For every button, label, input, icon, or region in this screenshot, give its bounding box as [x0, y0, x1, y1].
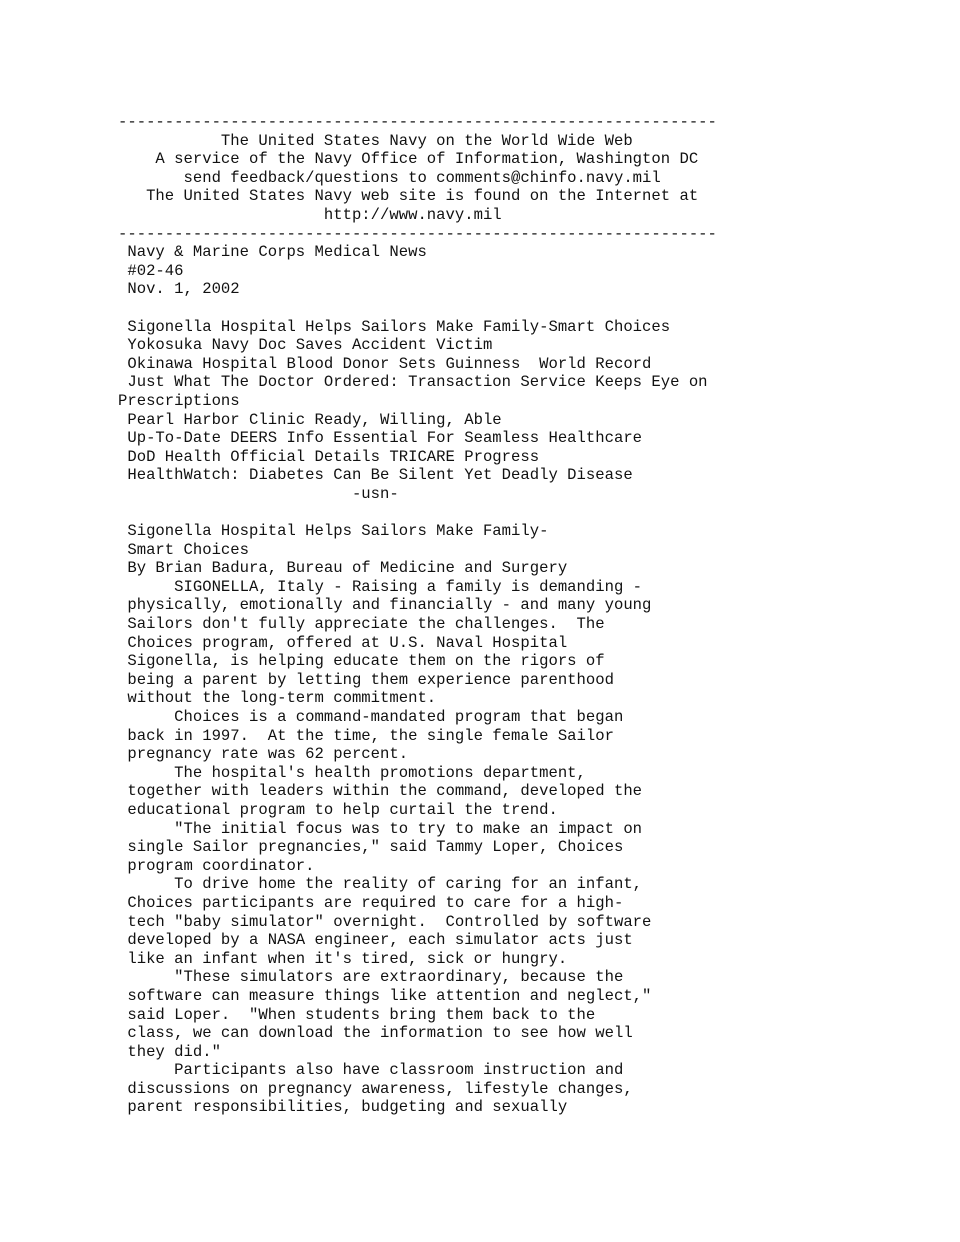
body-line: software can measure things like attention and neglect,"	[118, 986, 652, 1005]
document-page	[118, 113, 908, 1117]
blank-line	[118, 299, 908, 318]
body-line: educational program to help curtail the trend.	[118, 800, 558, 819]
body-line: like an infant when it's tired, sick or hungry.	[118, 949, 568, 968]
article-byline: By Brian Badura, Bureau of Medicine and Surgery	[118, 559, 568, 578]
body-line: back in 1997. At the time, the single female Sailor	[118, 726, 614, 745]
body-line: Sailors don't fully appreciate the challenges. The	[118, 615, 605, 634]
header-line-4: The United States Navy web site is found on the Internet at	[118, 187, 699, 206]
header-line-3: send feedback/questions to comments@chinfo.navy.mil	[118, 168, 661, 187]
toc-item: DoD Health Official Details TRICARE Progress	[118, 447, 540, 466]
body-line: Participants also have classroom instruction and	[118, 1061, 624, 1080]
issue-number: #02-46	[118, 261, 184, 280]
toc-end-marker: -usn-	[118, 484, 399, 503]
body-line: discussions on pregnancy awareness, lifestyle changes,	[118, 1079, 633, 1098]
body-line: "The initial focus was to try to make an impact on	[118, 819, 643, 838]
body-line: pregnancy rate was 62 percent.	[118, 745, 409, 764]
body-line: program coordinator.	[118, 856, 315, 875]
header-url: http://www.navy.mil	[118, 205, 502, 224]
article-title-line-1: Sigonella Hospital Helps Sailors Make Family-	[118, 522, 549, 541]
body-line: Choices participants are required to care for a high-	[118, 893, 624, 912]
body-line: being a parent by letting them experience parenthood	[118, 670, 614, 689]
body-line: tech "baby simulator" overnight. Controlled by software	[118, 912, 652, 931]
toc-item: Pearl Harbor Clinic Ready, Willing, Able	[118, 410, 502, 429]
toc-item-continued: Prescriptions	[118, 391, 240, 410]
body-line: To drive home the reality of caring for an infant,	[118, 875, 643, 894]
toc-item: HealthWatch: Diabetes Can Be Silent Yet Deadly Disease	[118, 466, 633, 485]
header-block	[118, 113, 908, 243]
header-line-1: The United States Navy on the World Wide Web	[118, 131, 633, 150]
body-line: The hospital's health promotions department,	[118, 763, 586, 782]
blank-line	[118, 503, 908, 522]
body-line: SIGONELLA, Italy - Raising a family is demanding -	[118, 577, 643, 596]
toc-item: Okinawa Hospital Blood Donor Sets Guinness World Record	[118, 354, 652, 373]
body-line: developed by a NASA engineer, each simulator acts just	[118, 931, 633, 950]
header-rule-top: ----------------------------------------------------------------	[118, 113, 717, 131]
body-line: "These simulators are extraordinary, because the	[118, 968, 624, 987]
body-line: class, we can download the information to see how well	[118, 1024, 633, 1043]
issue-date: Nov. 1, 2002	[118, 280, 240, 299]
body-line: single Sailor pregnancies," said Tammy Loper, Choices	[118, 838, 624, 857]
masthead	[118, 243, 908, 299]
body-line: physically, emotionally and financially - and many young	[118, 596, 652, 615]
body-line: together with leaders within the command, developed the	[118, 782, 643, 801]
newsletter-title: Navy & Marine Corps Medical News	[118, 243, 427, 262]
toc-item: Just What The Doctor Ordered: Transaction Service Keeps Eye on	[118, 373, 708, 392]
body-line: Choices is a command-mandated program that began	[118, 708, 624, 726]
body-line: parent responsibilities, budgeting and sexually	[118, 1098, 568, 1117]
article	[118, 522, 908, 1117]
article-body	[118, 578, 908, 1117]
header-rule-bottom: ----------------------------------------------------------------	[118, 224, 717, 243]
body-line: Sigonella, is helping educate them on the rigors of	[118, 652, 605, 671]
body-line: Choices program, offered at U.S. Naval Hospital	[118, 633, 568, 652]
header-line-2: A service of the Navy Office of Information, Washington DC	[118, 150, 699, 169]
toc-item: Yokosuka Navy Doc Saves Accident Victim	[118, 336, 493, 355]
body-line: they did."	[118, 1042, 221, 1061]
body-line: said Loper. "When students bring them back to the	[118, 1005, 596, 1024]
body-line: without the long-term commitment.	[118, 689, 437, 708]
toc-item: Sigonella Hospital Helps Sailors Make Family-Smart Choices	[118, 317, 671, 336]
table-of-contents	[118, 318, 908, 504]
article-title-line-2: Smart Choices	[118, 540, 250, 559]
toc-item: Up-To-Date DEERS Info Essential For Seamless Healthcare	[118, 429, 643, 448]
